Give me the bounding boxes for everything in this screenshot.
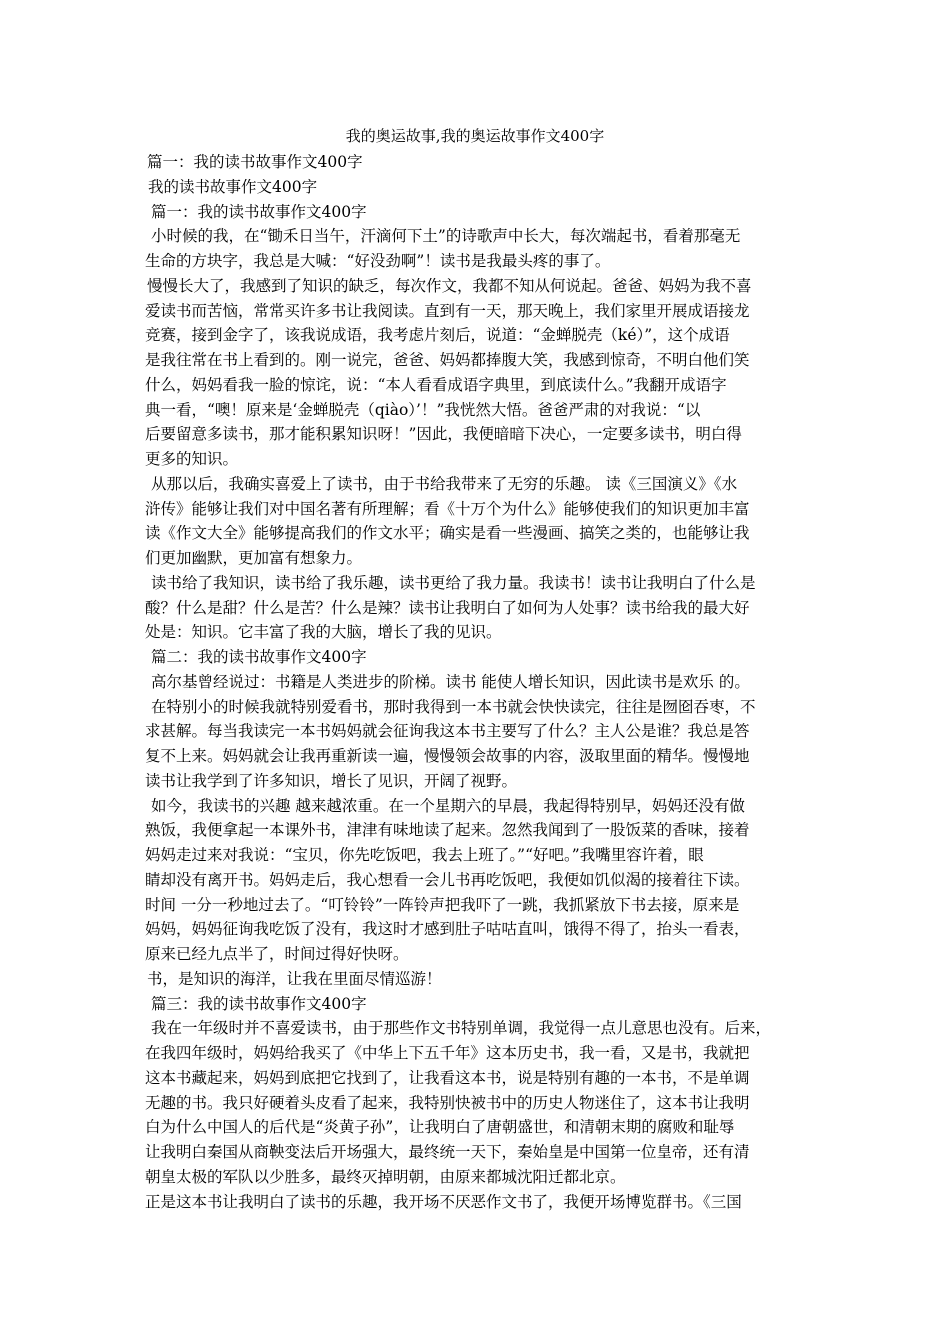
text-line: 白为什么中国人的后代是“炎黄子孙”，让我明白了唐朝盛世，和清朝末期的腐败和耻辱 (145, 1118, 735, 1137)
text-line: 朝皇太极的军队以少胜多，最终灭掉明朝，由原来都城沈阳迁都北京。 (145, 1167, 626, 1186)
text-line: 浒传》能够让我们对中国名著有所理解；看《十万个为什么》能够使我们的知识更加丰富 (145, 499, 750, 518)
text-line: 熟饭，我便拿起一本课外书，津津有味地读了起来。忽然我闻到了一股饭菜的香味，接着 (145, 821, 750, 840)
text-line: 时间 一分一秒地过去了。“叮铃铃”一阵铃声把我吓了一跳，我抓紧放下书去接，原来是 (145, 895, 740, 914)
text-line: 我在一年级时并不喜爱读书，由于那些作文书特别单调，我觉得一点儿意思也没有。后来， (151, 1019, 772, 1038)
text-line: 读书给了我知识，读书给了我乐趣，读书更给了我力量。我读书！读书让我明白了什么是 (151, 573, 756, 592)
text-line: 篇三：我的读书故事作文400字 (151, 994, 367, 1013)
text-line: 们更加幽默，更加富有想象力。 (145, 549, 363, 567)
text-line: 慢慢长大了，我感到了知识的缺乏，每次作文，我都不知从何说起。爸爸、妈妈为我不喜 (147, 276, 752, 295)
text-line: 书，是知识的海洋，让我在里面尽情巡游！ (147, 969, 442, 988)
text-line: 妈妈，妈妈征询我吃饭了没有，我这时才感到肚子咕咕直叫，饿得不得了，抬头一看表， (145, 920, 750, 939)
text-line: 生命的方块字，我总是大喊：“好没劲啊”！读书是我最头疼的事了。 (145, 252, 611, 270)
text-line: 在特别小的时候我就特别爱看书，那时我得到一本书就会快快读完，往往是囫囵吞枣，不 (151, 697, 756, 716)
text-line: 求甚解。每当我读完一本书妈妈就会征询我这本书主要写了什么？主人公是谁？我总是答 (145, 722, 750, 741)
text-line: 是我往常在书上看到的。刚一说完，爸爸、妈妈都捧腹大笑，我感到惊奇，不明白他们笑 (145, 351, 750, 369)
text-line: 典一看，“噢！原来是‘金蝉脱壳（qiào）’！”我恍然大悟。爸爸严肃的对我说：“以 (145, 400, 701, 419)
text-line: 睛却没有离开书。妈妈走后，我心想看一会儿书再吃饭吧，我便如饥似渴的接着往下读。 (145, 870, 750, 889)
text-line: 正是这本书让我明白了读书的乐趣，我开场不厌恶作文书了，我便开场博览群书。《三国 (145, 1192, 742, 1211)
text-line: 篇一：我的读书故事作文400字 (151, 202, 367, 221)
text-line: 读书让我学到了许多知识，增长了见识，开阔了视野。 (145, 771, 518, 790)
text-line: 这本书藏起来，妈妈到底把它找到了，让我看这本书，说是特别有趣的一本书，不是单调 (145, 1068, 750, 1087)
text-line: 酸？什么是甜？什么是苦？什么是辣？读书让我明白了如何为人处事？读书给我的最大好 (145, 598, 750, 617)
text-line: 处是：知识。它丰富了我的大脑，增长了我的见识。 (145, 623, 502, 642)
text-line: 爱读书而苦恼，常常买许多书让我阅读。直到有一天，那天晚上，我们家里开展成语接龙 (145, 301, 750, 320)
text-line: 我的读书故事作文400字 (148, 177, 318, 196)
text-line: 让我明白秦国从商鞅变法后开场强大，最终统一天下，秦始皇是中国第一位皇帝，还有清 (145, 1143, 750, 1161)
text-line: 篇一：我的读书故事作文400字 (147, 153, 363, 171)
text-line: 原来已经九点半了，时间过得好快呀。 (145, 945, 409, 963)
text-line: 后要留意多读书，那才能积累知识呀！”因此，我便暗暗下决心，一定要多读书，明白得 (145, 425, 742, 444)
text-line: 高尔基曾经说过：书籍是人类进步的阶梯。读书 能使人增长知识，因此读书是欢乐 的。 (151, 672, 750, 691)
document-title: 我的奥运故事,我的奥运故事作文400字 (345, 127, 605, 145)
text-line: 如今，我读书的兴趣 越来越浓重。在一个星期六的早晨，我起得特别早，妈妈还没有做 (151, 796, 745, 815)
text-line: 什么，妈妈看我一脸的惊诧，说：“本人看看成语字典里，到底读什么。”我翻开成语字 (145, 375, 727, 394)
text-line: 更多的知识。 (145, 450, 239, 468)
text-line: 竞赛，接到金字了，该我说成语，我考虑片刻后，说道：“金蝉脱壳（ké）”，这个成语 (145, 326, 730, 345)
text-line: 妈妈走过来对我说：“宝贝，你先吃饭吧，我去上班了。”“好吧。”我嘴里容许着，眼 (145, 846, 704, 864)
text-line: 从那以后，我确实喜爱上了读书，由于书给我带来了无穷的乐趣。 读《三国演义》《水 (151, 474, 738, 493)
text-line: 复不上来。妈妈就会让我再重新读一遍，慢慢领会故事的内容，汲取里面的精华。慢慢地 (145, 747, 750, 765)
text-line: 读《作文大全》能够提高我们的作文水平；确实是看一些漫画、搞笑之类的，也能够让我 (145, 524, 750, 543)
text-line: 小时候的我，在“锄禾日当午，汗滴何下土”的诗歌声中长大，每次端起书，看着那毫无 (151, 227, 741, 246)
text-line: 无趣的书。我只好硬着头皮看了起来，我特别快被书中的历史人物迷住了，这本书让我明 (145, 1093, 750, 1112)
text-line: 在我四年级时，妈妈给我买了《中华上下五千年》这本历史书，我一看，又是书，我就把 (145, 1044, 750, 1062)
text-line: 篇二：我的读书故事作文400字 (151, 648, 367, 666)
